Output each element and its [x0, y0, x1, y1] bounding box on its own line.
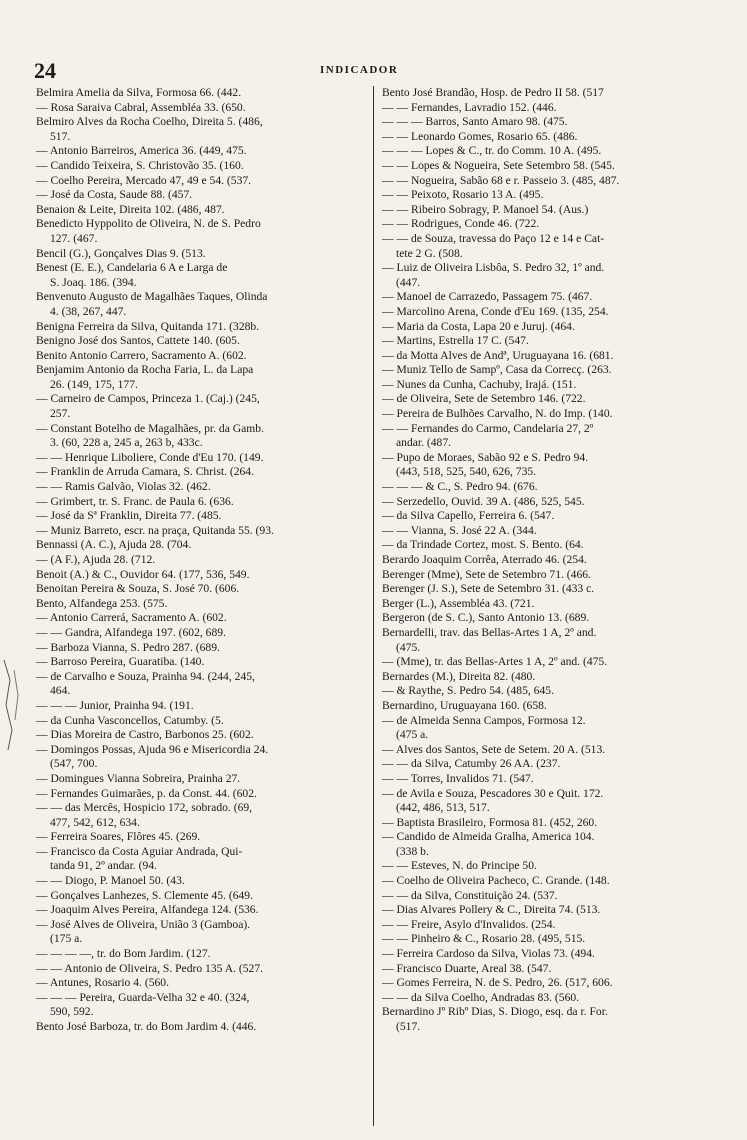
directory-entry-line: — de Oliveira, Sete de Setembro 146. (722.	[382, 392, 586, 406]
directory-entry-line: 3. (60, 228 a, 245 a, 263 b, 433c.	[50, 436, 203, 450]
directory-entry-line: — Joaquim Alves Pereira, Alfandega 124. (536.	[36, 903, 259, 917]
directory-entry-line: — Marcolino Arena, Conde d'Eu 169. (135, 254.	[382, 304, 609, 318]
directory-entry-line: — — das Mercês, Hospicio 172, sobrado. (69,	[36, 801, 253, 815]
directory-entry-line: Benvenuto Augusto de Magalhães Taques, Olinda	[36, 290, 268, 304]
directory-entry-line: (547, 700.	[50, 757, 98, 771]
directory-entry-line: — — Nogueira, Sabão 68 e r. Passeio 3. (485, 487.	[382, 173, 620, 187]
directory-entry-line: Bennassi (A. C.), Ajuda 28. (704.	[36, 538, 192, 552]
directory-entry-line: — (A F.), Ajuda 28. (712.	[36, 553, 156, 566]
directory-entry-line: — da Cunha Vasconcellos, Catumby. (5.	[36, 713, 224, 727]
directory-entry-line: — — — —, tr. do Bom Jardim. (127.	[36, 947, 211, 961]
directory-entry-line: Benjamim Antonio da Rocha Faria, L. da Lapa	[36, 363, 254, 377]
directory-entry-line: — Grimbert, tr. S. Franc. de Paula 6. (636.	[36, 494, 234, 508]
directory-entry-line: — Barboza Vianna, S. Pedro 287. (689.	[36, 640, 220, 654]
directory-entry-line: (443, 518, 525, 540, 626, 735.	[396, 465, 537, 479]
directory-entry-line: 127. (467.	[50, 231, 98, 245]
directory-entry-line: — Domingos Possas, Ajuda 96 e Misericordia 24.	[36, 742, 269, 756]
directory-entry-line: (475.	[396, 640, 421, 654]
directory-entry-line: Benoit (A.) & C., Ouvidor 64. (177, 536, 549.	[36, 567, 250, 581]
directory-entry-line: — Muniz Tello de Sampº, Casa da Correcç. (263.	[382, 363, 612, 377]
directory-entry-line: 464.	[50, 684, 71, 698]
directory-entry-line: 257.	[50, 407, 71, 421]
directory-entry-line: — Dias Moreira de Castro, Barbonos 25. (602.	[36, 728, 254, 742]
directory-entry-line: — Baptista Brasileiro, Formosa 81. (452, 260.	[382, 815, 598, 829]
directory-entry-line: — Pereira de Bulhões Carvalho, N. do Imp. (140.	[382, 407, 613, 421]
right-column	[382, 86, 712, 1035]
directory-entry-line: 590, 592.	[50, 1005, 94, 1019]
directory-entry-line: Berger (L.), Assembléa 43. (721.	[382, 596, 535, 610]
directory-entry-line: (338 b.	[396, 844, 429, 858]
directory-entry-line: (442, 486, 513, 517.	[396, 801, 490, 815]
page-number: 24	[34, 58, 56, 83]
directory-entry-line: — Barroso Pereira, Guaratiba. (140.	[36, 655, 205, 669]
directory-entry-line: — — Diogo, P. Manoel 50. (43.	[36, 874, 185, 888]
directory-entry-line: — Antonio Carrerá, Sacramento A. (602.	[36, 611, 227, 625]
directory-entry-line: — — de Souza, travessa do Paço 12 e 14 e Cat-	[382, 231, 605, 245]
directory-entry-line: — Dias Alvares Pollery & C., Direita 74. (513.	[382, 903, 601, 917]
directory-entry-line: — — — Barros, Santo Amaro 98. (475.	[382, 115, 568, 129]
directory-entry-line: — — Henrique Liboliere, Conde d'Eu 170. (149.	[36, 450, 264, 464]
directory-entry-line: (175 a.	[50, 932, 83, 946]
directory-entry-line: 477, 542, 612, 634.	[50, 815, 140, 829]
directory-entry-line: — — da Silva Coelho, Andradas 83. (560.	[382, 990, 580, 1004]
directory-entry-line: andar. (487.	[396, 436, 452, 450]
directory-entry-line: S. Joaq. 186. (394.	[50, 275, 137, 289]
directory-entry-line: — Ferreira Cardoso da Silva, Violas 73. (494.	[382, 947, 595, 961]
directory-entry-line: — Coelho Pereira, Mercado 47, 49 e 54. (537.	[36, 173, 252, 187]
directory-entry-line: — de Carvalho e Souza, Prainha 94. (244, 245,	[36, 669, 255, 683]
directory-entry-line: — Antunes, Rosario 4. (560.	[36, 976, 169, 990]
directory-entry-line: — Franklin de Arruda Camara, S. Christ. (264.	[36, 465, 254, 479]
directory-entry-line: Berenger (Mme), Sete de Setembro 71. (466.	[382, 567, 591, 581]
directory-entry-line: tete 2 G. (508.	[396, 246, 463, 260]
directory-entry-line: Bergeron (de S. C.), Santo Antonio 13. (689.	[382, 611, 590, 625]
directory-entry-line: — (Mme), tr. das Bellas-Artes 1 A, 2º and. (475.	[382, 655, 608, 669]
directory-entry-line: — — da Silva, Constituição 24. (537.	[382, 888, 558, 902]
directory-entry-line: — Candido de Almeida Gralha, America 104.	[382, 830, 595, 844]
directory-entry-line: — Antonio Barreiros, America 36. (449, 475.	[36, 144, 247, 158]
directory-entry-line: — — — Junior, Prainha 94. (191.	[36, 698, 194, 712]
directory-entry-line: — Francisco da Costa Aguiar Andrada, Qui-	[36, 844, 243, 858]
directory-entry-line: Bento José Barboza, tr. do Bom Jardim 4. (446.	[36, 1020, 257, 1033]
directory-entry-line: Berardo Joaquim Corrêa, Aterrado 46. (254.	[382, 553, 587, 566]
directory-entry-line: — Fernandes Guimarães, p. da Const. 44. (602.	[36, 786, 257, 800]
directory-entry-line: — Nunes da Cunha, Cachuby, Irajá. (151.	[382, 377, 577, 391]
directory-entry-line: — Candido Teixeira, S. Christovão 35. (160.	[36, 158, 244, 172]
directory-entry-line: — — Freire, Asylo d'Invalidos. (254.	[382, 917, 556, 931]
directory-entry-line: — Maria da Costa, Lapa 20 e Juruj. (464.	[382, 319, 575, 333]
directory-entry-line: — — da Silva, Catumby 26 AA. (237.	[382, 757, 561, 771]
margin-bleed-mark	[0, 650, 28, 760]
directory-entry-line: — Luiz de Oliveira Lisbôa, S. Pedro 32, 1º and.	[382, 261, 605, 275]
directory-entry-line: — — Peixoto, Rosario 13 A. (495.	[382, 188, 544, 202]
directory-entry-line: — Coelho de Oliveira Pacheco, C. Grande. (148.	[382, 874, 610, 888]
directory-entry-line: — da Silva Capello, Ferreira 6. (547.	[382, 509, 555, 523]
directory-entry-line: Benito Antonio Carrero, Sacramento A. (602.	[36, 348, 247, 362]
directory-entry-line: (447.	[396, 275, 421, 289]
left-column	[36, 86, 366, 1035]
directory-entry-line: Benest (E. E.), Candelaria 6 A e Larga de	[36, 261, 228, 275]
directory-entry-line: — — Leonardo Gomes, Rosario 65. (486.	[382, 129, 578, 143]
directory-entry-line: 4. (38, 267, 447.	[50, 304, 127, 318]
directory-entry-line: Benigno José dos Santos, Cattete 140. (605.	[36, 334, 240, 348]
directory-entry-line: — — — & C., S. Pedro 94. (676.	[382, 480, 538, 494]
directory-entry-line: — Manoel de Carrazedo, Passagem 75. (467.	[382, 290, 593, 304]
running-header: INDICADOR	[320, 64, 399, 76]
directory-entry-line: Bernardelli, trav. das Bellas-Artes 1 A, 2º and.	[382, 625, 597, 639]
directory-entry-line: Benedicto Hyppolito de Oliveira, N. de S. Pedro	[36, 217, 261, 231]
directory-entry-line: (475 a.	[396, 728, 429, 742]
directory-entry-line: — Pupo de Moraes, Sabão 92 e S. Pedro 94.	[382, 450, 589, 464]
directory-entry-line: — — — Lopes & C., tr. do Comm. 10 A. (495.	[382, 144, 602, 158]
directory-entry-line: — Alves dos Santos, Sete de Setem. 20 A. (513.	[382, 742, 606, 756]
directory-entry-line: — de Almeida Senna Campos, Formosa 12.	[382, 713, 586, 727]
directory-entry-line: — José da Costa, Saude 88. (457.	[36, 188, 193, 202]
directory-entry-line: Bernardes (M.), Direita 82. (480.	[382, 669, 536, 683]
directory-entry-line: — — Gandra, Alfandega 197. (602, 689.	[36, 625, 226, 639]
directory-entry-line: Bernardino, Uruguayana 160. (658.	[382, 698, 547, 712]
directory-entry-line: — Serzedello, Ouvid. 39 A. (486, 525, 545.	[382, 494, 585, 508]
directory-entry-line: Benaion & Leite, Direita 102. (486, 487.	[36, 202, 225, 216]
directory-entry-line: Bento José Brandão, Hosp. de Pedro II 58. (517	[382, 86, 604, 99]
directory-entry-line: — — Antonio de Oliveira, S. Pedro 135 A. (527.	[36, 961, 264, 975]
directory-entry-line: — da Motta Alves de Andª, Uruguayana 16. (681.	[382, 348, 614, 362]
directory-entry-line: — — Fernandes do Carmo, Candelaria 27, 2º	[382, 421, 594, 435]
directory-entry-line: — — — Pereira, Guarda-Velha 32 e 40. (324,	[36, 990, 250, 1004]
directory-entry-line: — Ferreira Soares, Flôres 45. (269.	[36, 830, 201, 844]
directory-entry-line: (517.	[396, 1020, 421, 1033]
directory-entry-line: — — Torres, Invalidos 71. (547.	[382, 771, 534, 785]
directory-entry-line: — Muniz Barreto, escr. na praça, Quitanda 55. (93.	[36, 523, 274, 537]
directory-entry-line: — José da Sª Franklin, Direita 77. (485.	[36, 509, 222, 523]
directory-entry-line: — Domingues Vianna Sobreira, Prainha 27.	[36, 771, 241, 785]
directory-entry-line: — Carneiro de Campos, Princeza 1. (Caj.) (245,	[36, 392, 260, 406]
directory-entry-line: — José Alves de Oliveira, União 3 (Gamboa).	[36, 917, 251, 931]
directory-entry-line: — — Rodrigues, Conde 46. (722.	[382, 217, 540, 231]
directory-entry-line: — — Esteves, N. do Principe 50.	[382, 859, 537, 873]
directory-entry-line: — Constant Botelho de Magalhães, pr. da Gamb.	[36, 421, 264, 435]
directory-entry-line: Bencil (G.), Gonçalves Dias 9. (513.	[36, 246, 206, 260]
directory-entry-line: Bernardino Jº Ribº Dias, S. Diogo, esq. da r. For.	[382, 1005, 608, 1019]
directory-entry-line: — da Trindade Cortez, most. S. Bento. (64.	[382, 538, 584, 552]
directory-entry-line: 517.	[50, 129, 71, 143]
directory-entry-line: — — Lopes & Nogueira, Sete Setembro 58. (545.	[382, 158, 615, 172]
directory-entry-line: Belmira Amelia da Silva, Formosa 66. (442.	[36, 86, 242, 99]
directory-entry-line: — — Fernandes, Lavradio 152. (446.	[382, 100, 557, 114]
directory-entry-line: — de Avila e Souza, Pescadores 30 e Quit. 172.	[382, 786, 604, 800]
directory-entry-line: tanda 91, 2º andar. (94.	[50, 859, 157, 873]
directory-entry-line: — Rosa Saraiva Cabral, Assembléa 33. (650.	[36, 100, 246, 114]
directory-entry-line: — & Raythe, S. Pedro 54. (485, 645.	[382, 684, 554, 698]
directory-entry-line: — Gomes Ferreira, N. de S. Pedro, 26. (517, 606.	[382, 976, 613, 990]
directory-entry-line: — — Ramis Galvão, Violas 32. (462.	[36, 480, 211, 494]
directory-entry-line: Benigna Ferreira da Silva, Quitanda 171. (328b.	[36, 319, 260, 333]
directory-entry-line: — — Vianna, S. José 22 A. (344.	[382, 523, 537, 537]
column-divider	[373, 86, 374, 1126]
directory-entry-line: — Gonçalves Lanhezes, S. Clemente 45. (649.	[36, 888, 254, 902]
directory-entry-line: Belmiro Alves da Rocha Coelho, Direita 5. (486,	[36, 115, 263, 129]
directory-entry-line: — — Pinheiro & C., Rosario 28. (495, 515.	[382, 932, 586, 946]
directory-entry-line: 26. (149, 175, 177.	[50, 377, 138, 391]
directory-entry-line: Berenger (J. S.), Sete de Setembro 31. (433 c.	[382, 582, 595, 596]
directory-entry-line: — Martins, Estrella 17 C. (547.	[382, 334, 529, 348]
directory-entry-line: Bento, Alfandega 253. (575.	[36, 596, 168, 610]
directory-entry-line: — — Ribeiro Sobragy, P. Manoel 54. (Aus.)	[382, 202, 589, 216]
directory-entry-line: — Francisco Duarte, Areal 38. (547.	[382, 961, 552, 975]
directory-entry-line: Benoitan Pereira & Souza, S. José 70. (606.	[36, 582, 240, 596]
